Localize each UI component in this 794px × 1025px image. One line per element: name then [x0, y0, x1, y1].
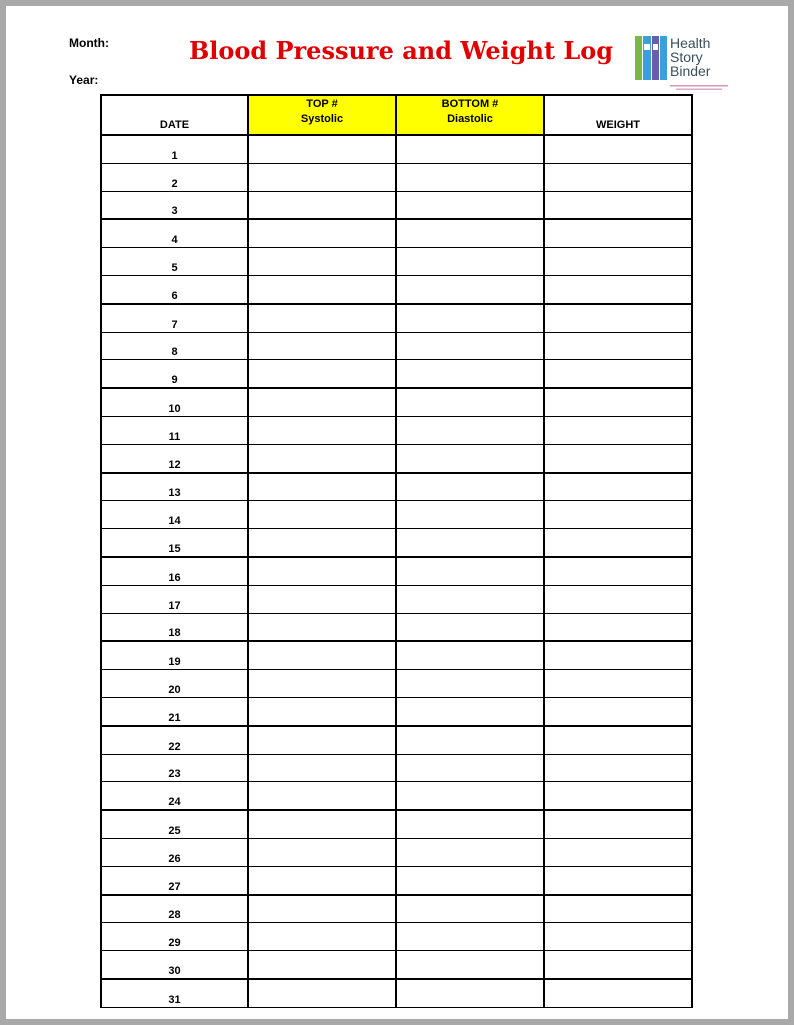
table-row — [101, 782, 692, 810]
weight-entry-cell[interactable] — [544, 529, 692, 557]
logo-line-health: Health — [670, 35, 711, 51]
binder-icon — [634, 34, 668, 82]
diastolic-entry-cell[interactable] — [396, 332, 544, 360]
table-row — [101, 923, 692, 951]
table-row — [101, 275, 692, 303]
systolic-entry-cell[interactable] — [248, 135, 396, 163]
day-cell: 18 — [101, 613, 248, 641]
weight-entry-cell[interactable] — [544, 754, 692, 782]
systolic-entry-cell[interactable] — [248, 304, 396, 332]
table-row — [101, 163, 692, 191]
weight-entry-cell[interactable] — [544, 304, 692, 332]
weight-entry-cell[interactable] — [544, 191, 692, 219]
weight-entry-cell[interactable] — [544, 726, 692, 754]
weight-entry-cell[interactable] — [544, 838, 692, 866]
diastolic-entry-cell[interactable] — [396, 275, 544, 303]
day-cell: 21 — [101, 697, 248, 725]
diastolic-entry-cell[interactable] — [396, 248, 544, 276]
diastolic-entry-cell[interactable] — [396, 529, 544, 557]
day-cell: 17 — [101, 585, 248, 613]
day-cell: 7 — [101, 304, 248, 332]
diastolic-entry-cell[interactable] — [396, 388, 544, 416]
systolic-entry-cell[interactable] — [248, 782, 396, 810]
systolic-entry-cell[interactable] — [248, 248, 396, 276]
weight-entry-cell[interactable] — [544, 473, 692, 501]
systolic-entry-cell[interactable] — [248, 895, 396, 923]
table-row — [101, 219, 692, 247]
month-label: Month: — [69, 36, 109, 50]
logo-line-binder: Binder — [670, 63, 711, 79]
systolic-entry-cell[interactable] — [248, 697, 396, 725]
weight-entry-cell[interactable] — [544, 670, 692, 698]
log-table-body — [101, 135, 692, 1007]
weight-entry-cell[interactable] — [544, 923, 692, 951]
table-row — [101, 444, 692, 472]
table-row — [101, 951, 692, 979]
day-cell: 24 — [101, 782, 248, 810]
systolic-header-line1: TOP # — [306, 98, 338, 110]
diastolic-header-line2: Diastolic — [447, 113, 493, 125]
systolic-entry-cell[interactable] — [248, 360, 396, 388]
diastolic-entry-cell[interactable] — [396, 191, 544, 219]
diastolic-entry-cell[interactable] — [396, 782, 544, 810]
diastolic-column-header — [396, 95, 544, 135]
weight-entry-cell[interactable] — [544, 388, 692, 416]
diastolic-entry-cell[interactable] — [396, 135, 544, 163]
logo-line-story: Story — [670, 49, 703, 65]
systolic-entry-cell[interactable] — [248, 951, 396, 979]
systolic-entry-cell[interactable] — [248, 219, 396, 247]
weight-entry-cell[interactable] — [544, 444, 692, 472]
day-cell: 1 — [101, 135, 248, 163]
systolic-entry-cell[interactable] — [248, 275, 396, 303]
day-cell: 30 — [101, 951, 248, 979]
systolic-entry-cell[interactable] — [248, 670, 396, 698]
systolic-entry-cell[interactable] — [248, 444, 396, 472]
diastolic-entry-cell[interactable] — [396, 613, 544, 641]
table-row — [101, 191, 692, 219]
systolic-entry-cell[interactable] — [248, 163, 396, 191]
diastolic-entry-cell[interactable] — [396, 501, 544, 529]
table-row — [101, 360, 692, 388]
day-cell: 10 — [101, 388, 248, 416]
systolic-header-line2: Systolic — [300, 113, 344, 125]
diastolic-entry-cell[interactable] — [396, 557, 544, 585]
day-cell: 25 — [101, 810, 248, 838]
table-row — [101, 838, 692, 866]
day-cell: 13 — [101, 473, 248, 501]
table-row — [101, 304, 692, 332]
diastolic-entry-cell[interactable] — [396, 838, 544, 866]
table-row — [101, 135, 692, 163]
day-cell: 15 — [101, 529, 248, 557]
weight-entry-cell[interactable] — [544, 613, 692, 641]
day-cell: 2 — [101, 163, 248, 191]
day-cell: 26 — [101, 838, 248, 866]
systolic-entry-cell[interactable] — [248, 585, 396, 613]
systolic-entry-cell[interactable] — [248, 726, 396, 754]
systolic-entry-cell[interactable] — [248, 416, 396, 444]
weight-entry-cell[interactable] — [544, 275, 692, 303]
weight-entry-cell[interactable] — [544, 163, 692, 191]
table-row — [101, 641, 692, 669]
diastolic-entry-cell[interactable] — [396, 923, 544, 951]
page-title: Blood Pressure and Weight Log — [188, 36, 614, 65]
systolic-entry-cell[interactable] — [248, 191, 396, 219]
systolic-entry-cell[interactable] — [248, 754, 396, 782]
day-cell: 14 — [101, 501, 248, 529]
day-cell: 29 — [101, 923, 248, 951]
weight-entry-cell[interactable] — [544, 979, 692, 1007]
table-row — [101, 670, 692, 698]
diastolic-entry-cell[interactable] — [396, 754, 544, 782]
diastolic-entry-cell[interactable] — [396, 670, 544, 698]
weight-entry-cell[interactable] — [544, 697, 692, 725]
logo-tagline-decoration — [670, 84, 734, 93]
day-cell: 12 — [101, 444, 248, 472]
logo-wordmark — [670, 36, 710, 78]
systolic-entry-cell[interactable] — [248, 473, 396, 501]
table-row — [101, 979, 692, 1007]
diastolic-entry-cell[interactable] — [396, 219, 544, 247]
systolic-entry-cell[interactable] — [248, 866, 396, 894]
weight-entry-cell[interactable] — [544, 810, 692, 838]
log-sheet — [6, 6, 788, 1019]
day-cell: 9 — [101, 360, 248, 388]
table-row — [101, 754, 692, 782]
diastolic-entry-cell[interactable] — [396, 416, 544, 444]
day-cell: 19 — [101, 641, 248, 669]
day-cell: 16 — [101, 557, 248, 585]
day-cell: 11 — [101, 416, 248, 444]
health-story-binder-logo — [634, 34, 734, 100]
diastolic-entry-cell[interactable] — [396, 360, 544, 388]
weight-entry-cell[interactable] — [544, 866, 692, 894]
diastolic-entry-cell[interactable] — [396, 641, 544, 669]
table-row — [101, 529, 692, 557]
table-row — [101, 332, 692, 360]
weight-entry-cell[interactable] — [544, 416, 692, 444]
log-table — [100, 94, 693, 1008]
table-row — [101, 585, 692, 613]
table-header-row — [101, 95, 692, 135]
diastolic-header-line1: BOTTOM # — [441, 98, 499, 110]
weight-column-header: WEIGHT — [544, 95, 692, 135]
table-row — [101, 613, 692, 641]
table-row — [101, 866, 692, 894]
weight-entry-cell[interactable] — [544, 501, 692, 529]
systolic-entry-cell[interactable] — [248, 923, 396, 951]
day-cell: 5 — [101, 248, 248, 276]
table-row — [101, 501, 692, 529]
weight-entry-cell[interactable] — [544, 557, 692, 585]
systolic-entry-cell[interactable] — [248, 810, 396, 838]
table-row — [101, 557, 692, 585]
table-row — [101, 473, 692, 501]
weight-entry-cell[interactable] — [544, 641, 692, 669]
day-cell: 3 — [101, 191, 248, 219]
day-cell: 28 — [101, 895, 248, 923]
table-row — [101, 810, 692, 838]
day-cell: 4 — [101, 219, 248, 247]
systolic-entry-cell[interactable] — [248, 332, 396, 360]
systolic-column-header — [248, 95, 396, 135]
day-cell: 6 — [101, 275, 248, 303]
table-row — [101, 726, 692, 754]
systolic-entry-cell[interactable] — [248, 501, 396, 529]
table-row — [101, 895, 692, 923]
systolic-entry-cell[interactable] — [248, 529, 396, 557]
systolic-entry-cell[interactable] — [248, 838, 396, 866]
diastolic-entry-cell[interactable] — [396, 585, 544, 613]
table-row — [101, 248, 692, 276]
diastolic-entry-cell[interactable] — [396, 726, 544, 754]
weight-entry-cell[interactable] — [544, 332, 692, 360]
systolic-entry-cell[interactable] — [248, 641, 396, 669]
diastolic-entry-cell[interactable] — [396, 979, 544, 1007]
diastolic-entry-cell[interactable] — [396, 697, 544, 725]
weight-entry-cell[interactable] — [544, 248, 692, 276]
date-column-header: DATE — [101, 95, 248, 135]
table-row — [101, 388, 692, 416]
year-label: Year: — [69, 73, 99, 87]
diastolic-entry-cell[interactable] — [396, 895, 544, 923]
diastolic-entry-cell[interactable] — [396, 951, 544, 979]
diastolic-entry-cell[interactable] — [396, 163, 544, 191]
weight-entry-cell[interactable] — [544, 135, 692, 163]
diastolic-entry-cell[interactable] — [396, 473, 544, 501]
day-cell: 27 — [101, 866, 248, 894]
systolic-entry-cell[interactable] — [248, 557, 396, 585]
systolic-entry-cell[interactable] — [248, 613, 396, 641]
weight-entry-cell[interactable] — [544, 360, 692, 388]
weight-entry-cell[interactable] — [544, 219, 692, 247]
day-cell: 22 — [101, 726, 248, 754]
diastolic-entry-cell[interactable] — [396, 866, 544, 894]
diastolic-entry-cell[interactable] — [396, 810, 544, 838]
day-cell: 23 — [101, 754, 248, 782]
weight-entry-cell[interactable] — [544, 895, 692, 923]
diastolic-entry-cell[interactable] — [396, 304, 544, 332]
day-cell: 8 — [101, 332, 248, 360]
day-cell: 31 — [101, 979, 248, 1007]
diastolic-entry-cell[interactable] — [396, 444, 544, 472]
weight-entry-cell[interactable] — [544, 782, 692, 810]
systolic-entry-cell[interactable] — [248, 979, 396, 1007]
weight-entry-cell[interactable] — [544, 585, 692, 613]
day-cell: 20 — [101, 670, 248, 698]
table-row — [101, 697, 692, 725]
table-row — [101, 416, 692, 444]
weight-entry-cell[interactable] — [544, 951, 692, 979]
systolic-entry-cell[interactable] — [248, 388, 396, 416]
